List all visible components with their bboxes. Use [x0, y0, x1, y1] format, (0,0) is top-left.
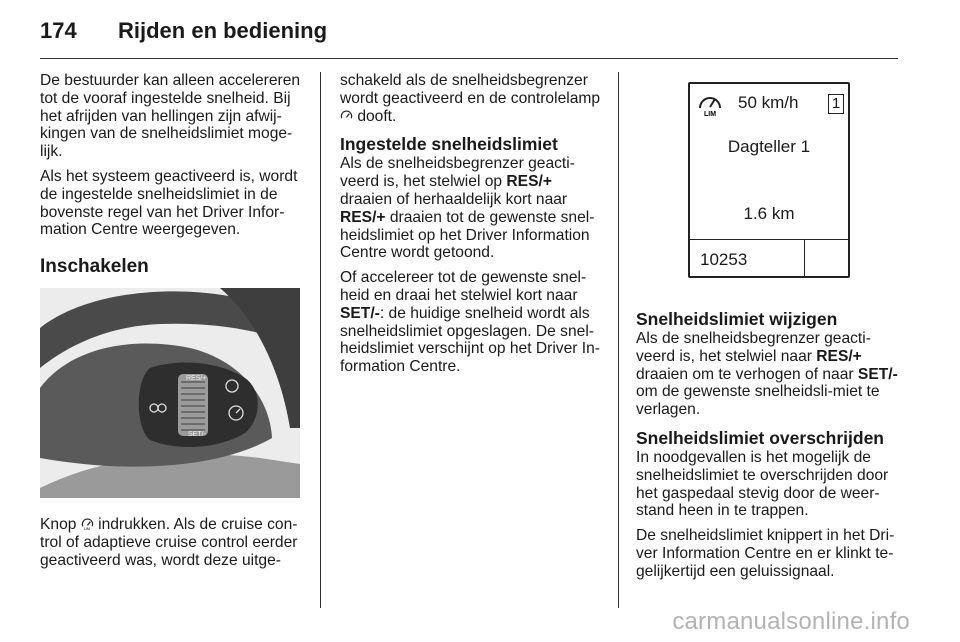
- text: om de gewenste snelheidsli-miet te verlagen.: [636, 383, 880, 419]
- trip-title: Dagteller 1: [727, 137, 811, 156]
- res-label: RES/+: [186, 375, 207, 382]
- divider: [804, 239, 805, 276]
- speed-limit-value: 50 km/h: [738, 93, 799, 112]
- column-3: [636, 310, 904, 588]
- paragraph: [340, 72, 605, 125]
- svg-text:LIM: LIM: [83, 527, 90, 530]
- section-heading: Inschakelen: [40, 256, 149, 278]
- text: Knop: [40, 516, 81, 533]
- odometer: 10253: [700, 250, 748, 269]
- section-heading: Snelheidslimiet overschrijden: [636, 427, 884, 448]
- text: schakeld als de snelheidsbegrenzer wordt geactiveerd en de controlelamp: [340, 72, 601, 107]
- page-number: 174: [40, 18, 77, 43]
- paragraph: In noodgevallen is het mogelijk de snelheidslimiet te overschrijden door het gaspedaal stevig door de weer-stand heen in te trappen.: [636, 448, 889, 520]
- steering-wheel-illustration: [40, 288, 300, 498]
- svg-text:LIM: LIM: [704, 111, 717, 118]
- res-label: RES/+: [816, 347, 862, 365]
- column-1: [40, 72, 302, 285]
- set-label: SET/-: [340, 304, 380, 322]
- watermark: carmanualsonline.info: [672, 608, 910, 635]
- header-rule: [40, 58, 898, 59]
- paragraph: De snelheidslimiet knippert in het Dri-ver Information Centre en er klinkt te-gelijkertijd een geluissignaal.: [636, 527, 895, 580]
- text: draaien om te verhogen of naar: [636, 365, 858, 383]
- section-heading: Ingestelde snelheidslimiet: [340, 134, 558, 155]
- paragraph: [340, 269, 605, 376]
- text: Als de snelheidsbegrenzer geacti-veerd is, het stelwiel naar: [636, 330, 871, 365]
- text: dooft.: [353, 107, 397, 125]
- res-label: RES/+: [506, 173, 552, 191]
- paragraph: [340, 155, 605, 262]
- page-header: [40, 18, 327, 44]
- column-1-continued: [40, 516, 302, 569]
- text: Of accelereer tot de gewenste snel-heid en draai het stelwiel kort naar: [340, 269, 587, 304]
- driver-information-centre-figure: [636, 74, 900, 288]
- page-title: Rijden en bediening: [118, 18, 328, 43]
- speed-limiter-icon: [81, 517, 94, 530]
- paragraph: Als het systeem geactiveerd is, wordt de ingestelde snelheidslimiet in de bovenste regel van het Driver Infor-mation Centre weergegeven.: [40, 167, 298, 239]
- column-divider: [320, 72, 321, 608]
- set-label: SET/-: [188, 431, 206, 438]
- page-badge: 1: [828, 94, 844, 114]
- paragraph: [636, 330, 904, 419]
- res-label: RES/+: [340, 208, 386, 226]
- section-heading: Snelheidslimiet wijzigen: [636, 309, 838, 329]
- divider: [690, 239, 848, 240]
- paragraph: De bestuurder kan alleen accelereren tot de vooraf ingestelde snelheid. Bij het afrijden van hellingen zijn afwij-kingen van de snelheidslimiet moge-lijk.: [40, 72, 301, 161]
- column-divider: [618, 72, 619, 608]
- text: indrukken. Als de cruise con-trol of adaptieve cruise control eerder geactiveerd was, wordt deze uitge-: [40, 516, 298, 569]
- text: draaien of herhaaldelijk kort naar: [340, 190, 568, 208]
- trip-distance: 1.6 km: [743, 204, 795, 223]
- text: draaien tot de gewenste snel-heidslimiet op het Driver Information Centre wordt getoond.: [340, 208, 595, 262]
- column-2: [340, 72, 605, 383]
- cruise-control-lamp-icon: [340, 109, 353, 122]
- set-label: SET/-: [857, 365, 898, 383]
- text: Als de snelheidsbegrenzer geacti-veerd is, het stelwiel op: [340, 155, 575, 191]
- text: : de huidige snelheid wordt als snelheidslimiet opgeslagen. De snel-heidslimiet verschijnt op het Driver In-formation Centre.: [340, 304, 600, 376]
- speed-limiter-icon: [696, 90, 724, 118]
- display-frame: [688, 82, 850, 278]
